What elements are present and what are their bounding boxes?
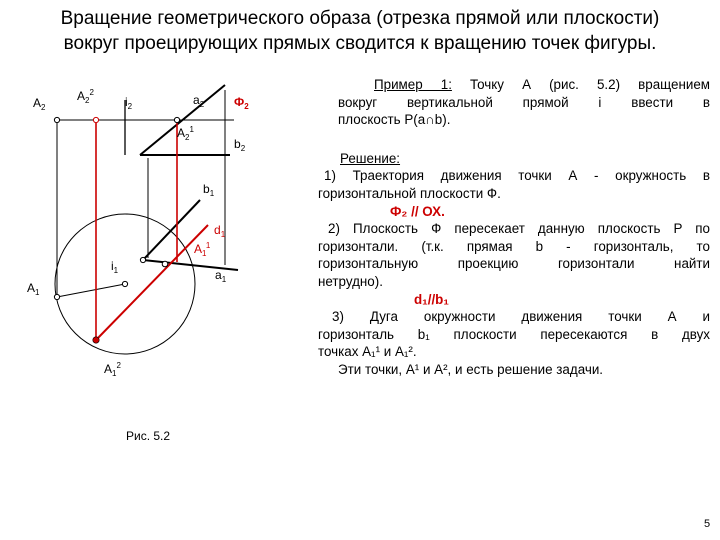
solution-p2b: горизонтали. (т.к. прямая b - горизонталь, то [318, 238, 710, 254]
label-i1: $i_1$ [111, 259, 119, 275]
line-a1 [143, 260, 238, 270]
horizontal-d1 [96, 225, 208, 340]
figure-caption: Рис. 5.2 [126, 429, 171, 443]
label-i2: $i_2$ [125, 95, 133, 111]
point-A1 [54, 294, 59, 299]
point-A2 [54, 117, 59, 122]
label-d1: $d_1$ [214, 223, 226, 239]
solution-p3c: точках А₁¹ и А₁². [318, 344, 417, 360]
label-A2-1: $A_2^1$ [177, 125, 194, 142]
line-b1 [143, 200, 200, 260]
example-heading: Пример 1: [374, 77, 452, 92]
point-b-a-1 [140, 257, 145, 262]
label-b2: $b_2$ [234, 137, 246, 153]
point-i1 [122, 281, 127, 286]
page-number: 5 [704, 518, 711, 530]
point-A1-2 [93, 337, 99, 343]
example-line-3: плоскость P(a∩b). [338, 112, 451, 128]
solution-p1b: горизонтальной плоскости Ф. [318, 185, 501, 201]
label-a1: $a_1$ [215, 268, 227, 284]
point-A2-2 [93, 117, 98, 122]
solution-p2a: 2) Плоскость Ф пересекает данную плоскость P по [328, 221, 710, 237]
solution-p2c: горизонтальную проекцию горизонтали найти [318, 256, 710, 272]
formula-phi2-parallel: Ф₂ // ОХ. [390, 203, 445, 219]
label-a2: $a_2$ [193, 93, 205, 109]
solution-p3a: 3) Дуга окружности движения точки А и [332, 309, 710, 325]
text-panel [318, 76, 710, 379]
title-line-2: вокруг проецирующих прямых сводится к вращению точек фигуры. [63, 33, 657, 54]
label-A2-2: $A_2^2$ [77, 88, 94, 105]
title-line-1: Вращение геометрического образа (отрезка прямой или плоскости) [60, 8, 660, 29]
label-A1: $A_1$ [27, 281, 40, 297]
label-A2: $A_2$ [33, 96, 46, 112]
solution-heading: Решение: [340, 150, 401, 166]
label-A1-2: $A_1^2$ [104, 361, 121, 378]
solution-p4: Эти точки, А¹ и А², и есть решение задачи. [338, 361, 604, 377]
example-line-1: Пример 1: Точку А (рис. 5.2) вращением [374, 77, 710, 92]
point-A1-1 [162, 261, 168, 267]
radius-line [57, 284, 125, 297]
example-line-2: вокруг вертикальной прямой i ввести в [338, 94, 710, 110]
point-A2-1 [174, 117, 179, 122]
solution-p2d: нетрудно). [318, 273, 383, 289]
label-A1-1: $A_1^1$ [194, 241, 211, 258]
label-b1: $b_1$ [203, 182, 215, 198]
formula-d1-parallel-b1: d₁//b₁ [414, 291, 449, 307]
solution-p3b: горизонталь b₁ плоскости пересекаются в двух [318, 326, 710, 342]
solution-p1a: 1) Траектория движения точки А - окружность в [324, 168, 710, 184]
label-phi2: $Ф_2$ [234, 95, 249, 111]
